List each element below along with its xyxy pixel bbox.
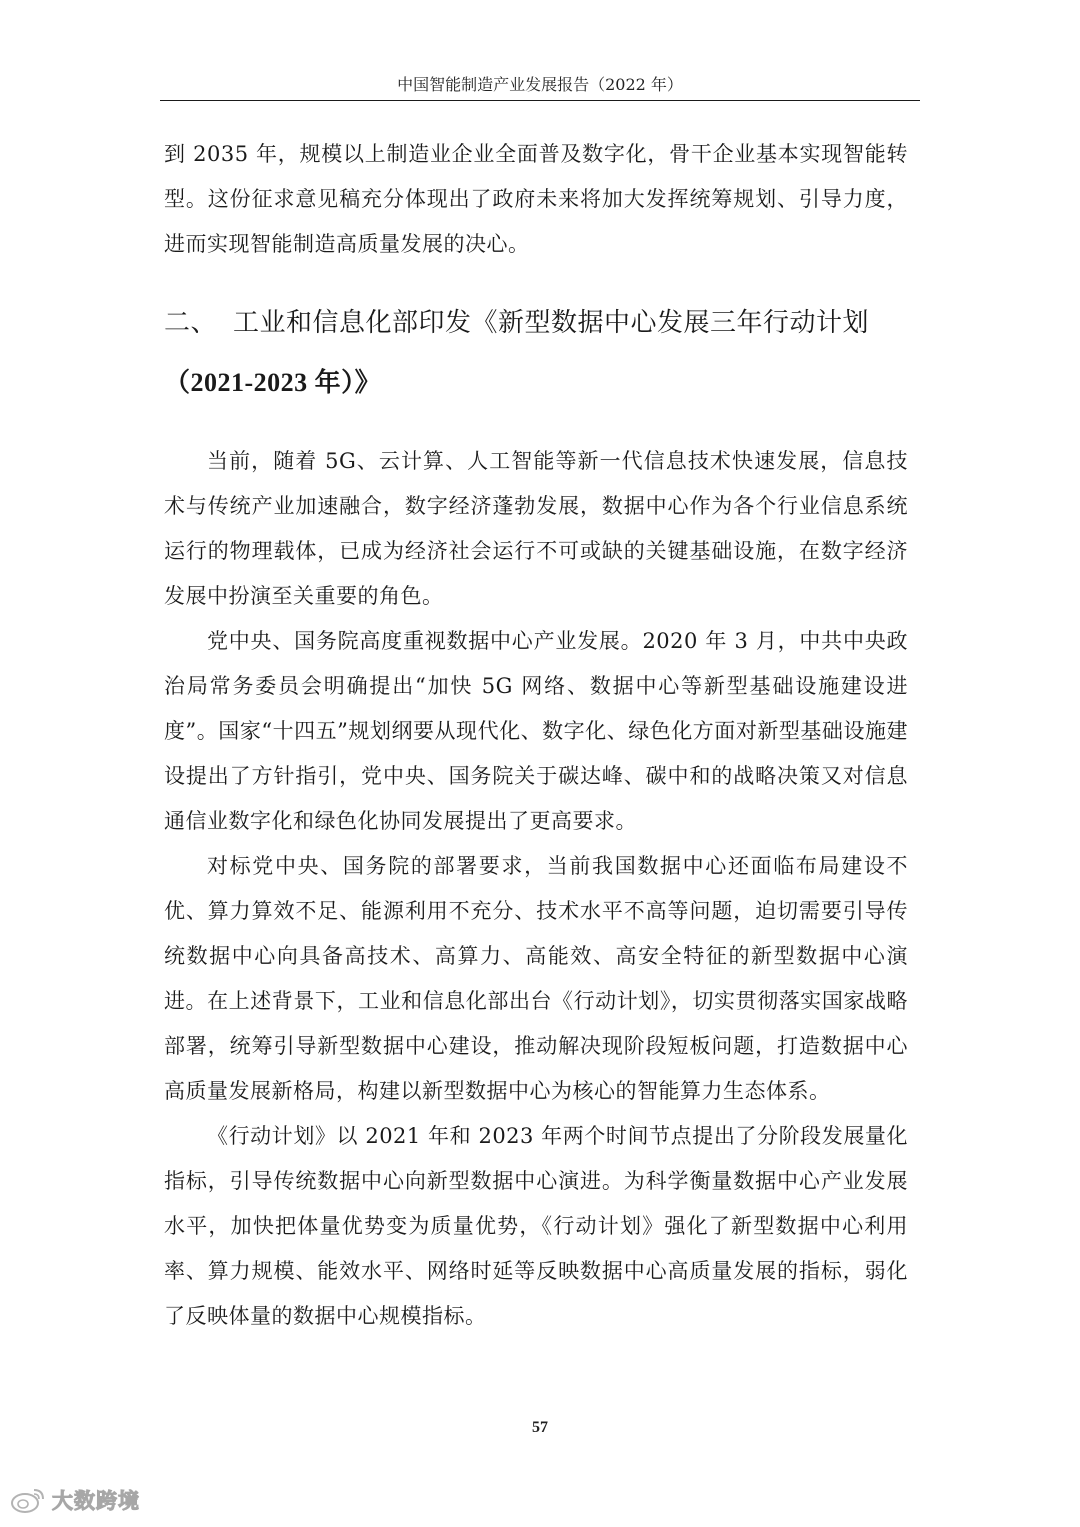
intro-paragraph: 到 2035 年，规模以上制造业企业全面普及数字化，骨干企业基本实现智能转型。这份征求意见稿充分体现出了政府未来将加大发挥统筹规划、引导力度，进而实现智能制造高质量发展的决心。 [164, 142, 908, 256]
watermark [10, 1484, 140, 1516]
header-divider [160, 100, 920, 101]
section-title-year: （2021-2023 年）》 [164, 368, 382, 397]
body-paragraph: 《行动计划》以 2021 年和 2023 年两个时间节点提出了分阶段发展量化指标，引导传统数据中心向新型数据中心演进。为科学衡量数据中心产业发展水平，加快把体量优势变为质量优势，《行动计划》强化了新型数据中心利用率、算力规模、能效水平、网络时延等反映数据中心高质量发展的指标，弱化了反映体量的数据中心规模指标。 [164, 1124, 908, 1328]
document-body [164, 132, 908, 1339]
body-paragraph: 对标党中央、国务院的部署要求，当前我国数据中心还面临布局建设不优、算力算效不足、能源利用不充分、技术水平不高等问题，迫切需要引导传统数据中心向具备高技术、高算力、高能效、高安全特征的新型数据中心演进。在上述背景下，工业和信息化部出台《行动计划》，切实贯彻落实国家战略部署，统筹引导新型数据中心建设，推动解决现阶段短板问题，打造数据中心高质量发展新格局，构建以新型数据中心为核心的智能算力生态体系。 [164, 854, 908, 1103]
body-paragraph: 当前，随着 5G、云计算、人工智能等新一代信息技术快速发展，信息技术与传统产业加速融合，数字经济蓬勃发展，数据中心作为各个行业信息系统运行的物理载体，已成为经济社会运行不可或缺的关键基础设施，在数字经济发展中扮演至关重要的角色。 [164, 449, 908, 608]
running-header: 中国智能制造产业发展报告（2022 年） [397, 75, 683, 94]
section-heading [164, 293, 908, 413]
body-paragraph: 党中央、国务院高度重视数据中心产业发展。2020 年 3 月，中共中央政治局常务委员会明确提出“加快 5G 网络、数据中心等新型基础设施建设进度”。国家“十四五”规划纲要从现代化、数字化、绿色化方面对新型基础设施建设提出了方针指引，党中央、国务院关于碳达峰、碳中和的战略决策又对信息通信业数字化和绿色化协同发展提出了更高要求。 [164, 629, 908, 833]
section-number: 二、 [164, 308, 218, 338]
section-title: 工业和信息化部印发《新型数据中心发展三年行动计划 [233, 308, 870, 338]
page-number: 57 [532, 1419, 548, 1436]
weibo-logo-icon [10, 1486, 46, 1514]
watermark-text: 大数跨境 [52, 1489, 140, 1513]
